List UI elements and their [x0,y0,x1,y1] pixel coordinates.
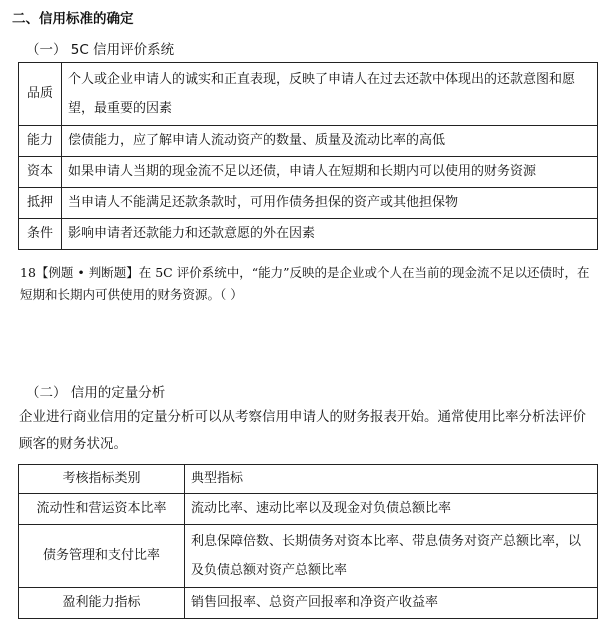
table-row [19,157,598,188]
table-key: 资本 [19,157,62,188]
table-value: 影响申请者还款能力和还款意愿的外在因素 [62,219,598,250]
5c-table [18,62,598,250]
table-row [19,188,598,219]
header-category: 考核指标类别 [19,465,185,494]
indicators-cell: 销售回报率、总资产回报率和净资产收益率 [185,588,598,619]
table-row [19,126,598,157]
table-value: 偿债能力，应了解申请人流动资产的数量、质量及流动比率的高低 [62,126,598,157]
table-row [19,219,598,250]
category-cell: 盈利能力指标 [19,588,185,619]
main-heading: 二、信用标准的确定 [12,11,134,27]
section1-title: （一） 5C 信用评价系统 [26,42,175,58]
indicators-cell: 利息保障倍数、长期债务对资本比率、带息债务对资产总额比率，以及负债总额对资产总额比率 [185,525,598,588]
table-row [19,525,598,588]
table-value: 个人或企业申请人的诚实和正直表现，反映了申请人在过去还款中体现出的还款意图和愿望，最重要的因素 [62,63,598,126]
table-key: 条件 [19,219,62,250]
indicators-cell: 流动比率、速动比率以及现金对负债总额比率 [185,494,598,525]
example-question: 18【例题 • 判断题】在 5C 评价系统中，“能力”反映的是企业或个人在当前的现金流不足以还债时，在短期和长期内可供使用的财务资源。（ ） [20,265,590,302]
table-row [19,588,598,619]
header-indicators: 典型指标 [185,465,598,494]
category-cell: 债务管理和支付比率 [19,525,185,588]
table-key: 能力 [19,126,62,157]
table-header-row [19,465,598,494]
table-value: 如果申请人当期的现金流不足以还债，申请人在短期和长期内可以使用的财务资源 [62,157,598,188]
table-key: 抵押 [19,188,62,219]
table-row [19,63,598,126]
table-value: 当申请人不能满足还款条款时，可用作债务担保的资产或其他担保物 [62,188,598,219]
quantitative-table [18,464,598,619]
table-key: 品质 [19,63,62,126]
section2-intro: 企业进行商业信用的定量分析可以从考察信用申请人的财务报表开始。通常使用比率分析法评价顾客的财务状况。 [19,409,586,452]
section2-title: （二） 信用的定量分析 [26,385,166,401]
table-row [19,494,598,525]
category-cell: 流动性和营运资本比率 [19,494,185,525]
